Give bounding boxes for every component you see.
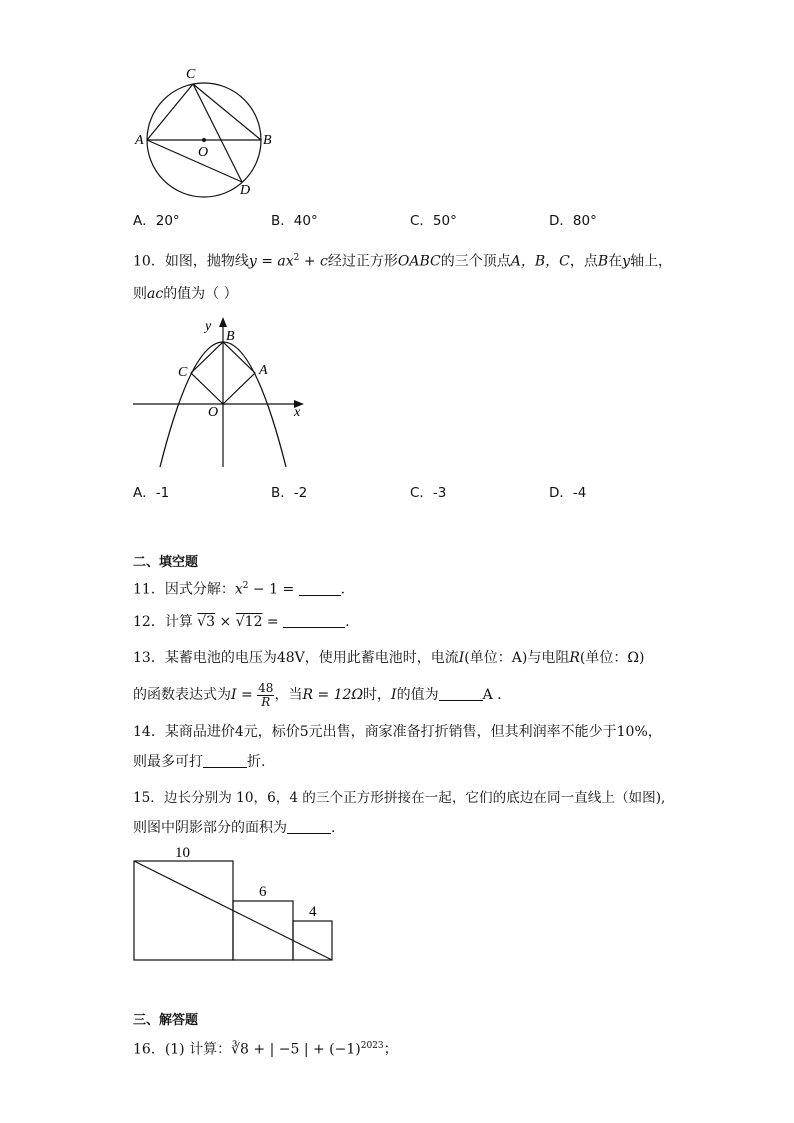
label-c: C	[186, 67, 196, 82]
q13-unit-r: (单位：Ω)	[579, 650, 645, 666]
q15-line1: 15．边长分别为 10，6，4 的三个正方形拼接在一起，它们的底边在同一直线上（如图),	[133, 790, 666, 806]
q11-end: .	[340, 581, 346, 598]
q10-option-c[interactable]: C．-3	[410, 485, 447, 501]
q12-times: ×	[215, 614, 236, 630]
q9-option-b[interactable]: B．40°	[271, 213, 318, 229]
q14-answer-blank[interactable]	[203, 753, 247, 768]
q13-var-i: I	[458, 650, 465, 666]
q11-answer-blank[interactable]	[299, 581, 341, 596]
q15-answer-blank[interactable]	[287, 819, 331, 834]
q10-number: 10．	[133, 253, 165, 270]
square-10	[134, 861, 233, 960]
q10-formula-c: c	[320, 253, 328, 270]
q10-text-b: 经过正方形	[327, 253, 398, 270]
q10-axis-y: y	[622, 253, 631, 270]
q16-end: ；	[383, 1041, 398, 1058]
q10-line2	[133, 284, 238, 304]
chord-cd	[193, 84, 242, 182]
q14-text-b: 折.	[247, 754, 266, 770]
q12-text: 12．计算	[133, 614, 198, 630]
q13-text-c: ，当	[274, 687, 303, 703]
label-10: 10	[175, 845, 190, 861]
q10-formula-plus: +	[299, 253, 321, 270]
label-o: O	[208, 405, 219, 420]
q11-math-rest: − 1 =	[248, 581, 299, 598]
q10-formula-sup: 2	[293, 253, 300, 263]
chord-cb	[193, 84, 261, 140]
q10-option-a[interactable]: A．-1	[133, 485, 170, 501]
q12-end: .	[345, 614, 350, 630]
label-y: y	[205, 319, 212, 334]
q15-end: .	[331, 820, 336, 836]
label-a: A	[259, 363, 268, 378]
q10-square-name: OABC	[397, 253, 441, 270]
q10-option-b[interactable]: B．-2	[271, 485, 308, 501]
q14-line1: 14．某商品进价4元，标价5元出售，商家准备打折销售，但其利润率不能少于10%，	[133, 724, 662, 740]
q13-text-e: 的值为	[396, 687, 439, 703]
q10-points: A，B，C	[510, 253, 570, 270]
q15-text-a: 则图中阴影部分的面积为	[133, 820, 287, 836]
q13-line1	[133, 648, 644, 668]
q13-answer-blank[interactable]	[439, 686, 483, 701]
q14-text-a: 则最多可打	[133, 754, 203, 770]
q9-option-c[interactable]: C．50°	[410, 213, 457, 229]
q10-text-g: 则	[133, 286, 147, 302]
q13-text-f: A .	[482, 687, 502, 703]
q12-eq: =	[262, 614, 284, 630]
q13-line2	[133, 678, 502, 712]
label-d: D	[240, 183, 251, 198]
q10-text-h: 的值为（ ）	[163, 286, 238, 302]
q16-text: 16．(1) 计算：	[133, 1041, 232, 1058]
q12-root2: √12	[235, 614, 263, 630]
section-fill-in-title: 二、填空题	[133, 555, 199, 570]
center-dot	[202, 138, 206, 142]
q10-option-d[interactable]: D．-4	[549, 485, 587, 501]
label-c: C	[178, 365, 188, 380]
q10-text-e: 在	[608, 253, 623, 270]
q13-frac-num: 48	[258, 680, 274, 695]
q13-frac-den: R	[261, 694, 271, 709]
square-4	[293, 921, 332, 960]
q10-parabola-figure	[128, 312, 318, 472]
label-6: 6	[259, 884, 267, 900]
q10-formula-eq: =	[256, 253, 278, 270]
q9-option-a[interactable]: A．20°	[133, 213, 180, 229]
q12-root1: √3	[197, 614, 216, 630]
q11-text: 11．因式分解：	[133, 581, 235, 598]
q13-var-r: R	[569, 650, 580, 666]
q15-line2	[133, 818, 335, 838]
q13-var-i2: I	[391, 687, 397, 703]
q10-formula-a: ax	[277, 253, 294, 270]
q16-sup: 2023	[360, 1041, 384, 1051]
q13-text-d: 时，	[363, 687, 392, 703]
q13-text-b: 的函数表达式为	[133, 687, 231, 703]
q10-text-d: ，点	[569, 253, 598, 270]
q13-unit-i: (单位：A)与电阻	[464, 650, 570, 666]
label-4: 4	[309, 904, 317, 920]
q13-fraction	[257, 682, 274, 709]
q12-answer-blank[interactable]	[283, 613, 345, 628]
section-answer-title: 三、解答题	[133, 1013, 199, 1028]
q11	[133, 576, 345, 600]
label-a: A	[135, 133, 144, 148]
square-6	[233, 901, 293, 960]
label-b: B	[226, 329, 235, 344]
q10-text-c: 的三个顶点	[440, 253, 511, 270]
q11-math-sup: 2	[242, 581, 249, 591]
q13-text-a: 13．某蓄电池的电压为48V，使用此蓄电池时，电流	[133, 650, 459, 666]
q16	[133, 1036, 398, 1060]
q9-option-d[interactable]: D．80°	[549, 213, 597, 229]
q10-text-a: 如图，抛物线	[164, 253, 249, 270]
q13-formula-lhs: I =	[231, 687, 258, 703]
q13-cond: R = 12Ω	[302, 687, 364, 703]
q10-point-b: B	[597, 253, 609, 270]
q10-line1	[133, 248, 672, 272]
y-axis-arrow	[219, 317, 227, 327]
q14-line2	[133, 752, 265, 772]
q10-ac: ac	[147, 286, 164, 302]
q11-math-x: x	[234, 581, 243, 598]
label-x: x	[294, 405, 301, 420]
q15-squares-figure	[128, 838, 340, 966]
q10-text-f: 轴上，	[630, 253, 673, 270]
q12	[133, 612, 350, 632]
label-o: O	[198, 145, 209, 160]
label-b: B	[263, 133, 272, 148]
chord-ad	[147, 140, 242, 182]
q16-expr: ∛8 + | −5 | + (−1)	[231, 1041, 361, 1058]
q9-circle-figure	[130, 62, 290, 202]
q10-formula-y: y	[248, 253, 257, 270]
